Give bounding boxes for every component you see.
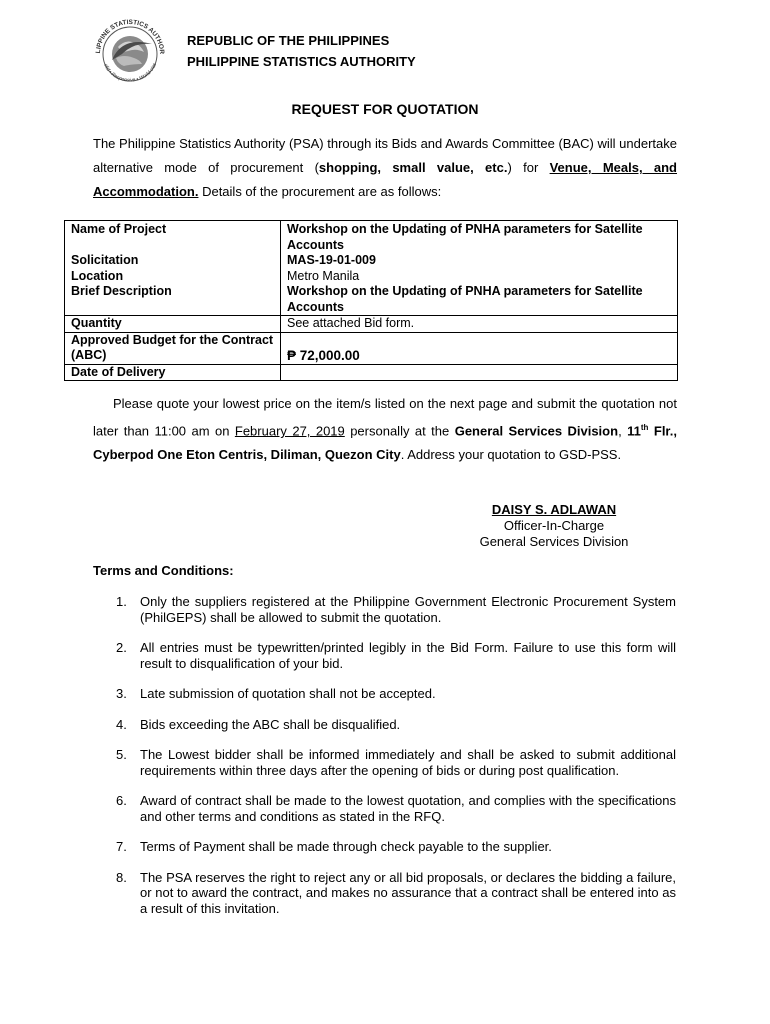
term-text: Only the suppliers registered at the Philippine Government Electronic Procurement System (PhilGEPS) shall be allowed to submit the quotation. <box>140 594 676 625</box>
signatory-division: General Services Division <box>479 534 629 549</box>
term-text: Bids exceeding the ABC shall be disqualified. <box>140 716 401 732</box>
table-row <box>65 253 678 269</box>
project-value: Workshop on the Updating of PNHA parameters for Satellite Accounts <box>281 221 678 254</box>
instructions-text-9: . Address your quotation to GSD-PSS. <box>400 447 622 463</box>
floor-suffix: th <box>640 423 649 432</box>
term-number: 2. <box>116 640 127 655</box>
letterhead <box>187 30 416 72</box>
svg-text:Solid • Responsive • World-cla: olid • Responsive • World-clas <box>102 62 159 84</box>
term-number: 3. <box>116 686 127 701</box>
terms-heading: Terms and Conditions: <box>93 563 234 578</box>
list-item <box>116 640 676 671</box>
signatory-name: DAISY S. ADLAWAN <box>491 502 617 517</box>
instructions-text-5: , <box>618 423 628 439</box>
table-row <box>65 221 678 254</box>
delivery-value <box>281 364 678 381</box>
procurement-details-table <box>64 220 678 381</box>
table-row <box>65 269 678 285</box>
budget-value: ₱ 72,000.00 <box>281 332 678 364</box>
list-item <box>116 686 676 702</box>
term-text: All entries must be typewritten/printed legibly in the Bid Form. Failure to use this form will result to disqualification of your bid. <box>140 640 676 671</box>
term-number: 7. <box>116 839 127 854</box>
term-number: 6. <box>116 793 127 808</box>
description-value: Workshop on the Updating of PNHA parameters for Satellite Accounts <box>281 284 678 316</box>
table-row <box>65 284 678 316</box>
intro-procurement-mode: shopping, small value, etc. <box>318 160 508 175</box>
list-item <box>116 793 676 824</box>
term-text: Terms of Payment shall be made through check payable to the supplier. <box>140 839 552 854</box>
agency-heading: PHILIPPINE STATISTICS AUTHORITY <box>187 54 416 69</box>
psa-logo <box>78 14 182 88</box>
submission-address: Flr., Cyberpod One Eton Centris, Diliman, Quezon City <box>93 423 677 463</box>
submission-office: General Services Division <box>454 423 619 439</box>
signatory-position: Officer-In-Charge <box>503 518 605 533</box>
list-item <box>116 839 676 855</box>
intro-paragraph <box>93 132 677 204</box>
psa-seal-icon <box>78 14 182 88</box>
intro-text-3: ) for <box>507 160 550 175</box>
delivery-label: Date of Delivery <box>65 364 281 381</box>
term-number: 4. <box>116 716 127 732</box>
floor-number: 11 <box>627 423 641 439</box>
terms-list <box>116 594 676 916</box>
term-number: 8. <box>116 869 127 885</box>
list-item <box>116 747 676 778</box>
quantity-label: Quantity <box>65 316 281 333</box>
solicitation-label: Solicitation <box>65 253 281 269</box>
instructions-text-3: personally at the <box>344 423 455 439</box>
term-text: Award of contract shall be made to the lowest quotation, and complies with the specifications and other terms and conditions as stated in the RFQ. <box>140 793 676 824</box>
term-text: The Lowest bidder shall be informed immediately and shall be asked to submit additional requirements within three days after the opening of bids or during post qualification. <box>140 747 676 778</box>
list-item <box>116 594 676 625</box>
project-label: Name of Project <box>65 221 281 254</box>
document-title: REQUEST FOR QUOTATION <box>291 101 479 117</box>
budget-label: Approved Budget for the Contract (ABC) <box>65 332 281 364</box>
solicitation-value: MAS-19-01-009 <box>281 253 678 269</box>
term-text: Late submission of quotation shall not be accepted. <box>140 686 436 701</box>
description-label: Brief Description <box>65 284 281 316</box>
term-text: The PSA reserves the right to reject any or all bid proposals, or declares the bidding a failure, or not to award the contract, and makes no assurance that a contract shall be entered into as a result of this invitation. <box>140 869 676 916</box>
instructions-text-1: Please quote your lowest price on the item/s listed on the next page and submit the quotation not later than 11:00 am on <box>93 396 677 439</box>
intro-text-5: Details of the procurement are as follows: <box>198 184 442 199</box>
term-number: 5. <box>116 747 127 762</box>
signatory-block <box>440 502 668 550</box>
submission-date: February 27, 2019 <box>234 423 345 439</box>
table-row <box>65 332 678 364</box>
list-item <box>116 716 676 733</box>
location-label: Location <box>65 269 281 285</box>
republic-heading: REPUBLIC OF THE PHILIPPINES <box>187 33 390 48</box>
term-number: 1. <box>116 594 127 609</box>
svg-text:PHILIPPINE STATISTICS AUTHORIT: LIPPINE STATISTICS AUTHOR <box>94 18 166 55</box>
instructions-paragraph <box>93 392 677 467</box>
table-row <box>65 316 678 333</box>
list-item <box>116 869 676 917</box>
table-row <box>65 364 678 381</box>
location-value: Metro Manila <box>281 269 678 285</box>
intro-procurement-item: Venue, Meals, and Accommodation. <box>93 160 677 199</box>
quantity-value: See attached Bid form. <box>281 316 678 333</box>
intro-text-1: The Philippine Statistics Authority (PSA) through its Bids and Awards Committee (BAC) will undertake alternative mode of procurement ( <box>93 136 677 175</box>
